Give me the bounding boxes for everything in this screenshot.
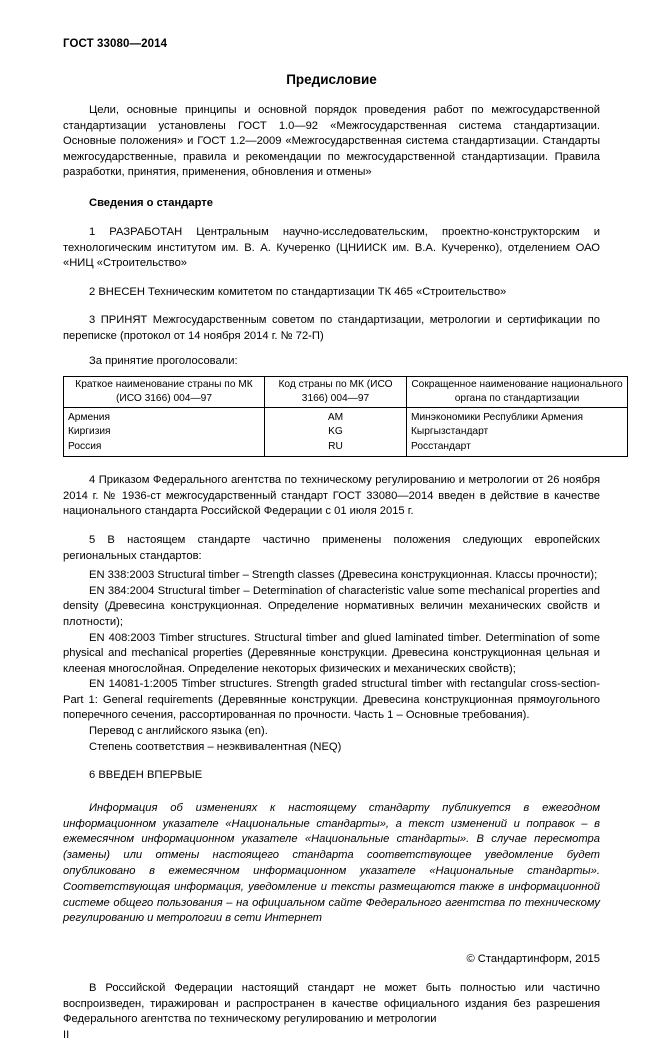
standard-code-header: ГОСТ 33080—2014	[63, 38, 168, 50]
en-standard-338: EN 338:2003 Structural timber – Strength classes (Древесина конструкционная. Классы прочности);	[89, 569, 598, 582]
info-section-heading: Сведения о стандарте	[89, 196, 213, 209]
conformity-degree: Степень соответствия – неэквивалентная (NEQ)	[89, 740, 342, 753]
cell-country: Армения	[64, 407, 265, 424]
amendment-notice-text: Информация об изменениях к настоящему стандарту публикуется в ежегодном информационном указателе «Национальные стандарты», а текст изменений и поправок – в ежемесячном информационном указателе «Национальные стандарты». В случае пересмотра (замены) или отмены настоящего стандарта соответствующее уведомление будет опубликовано в ежемесячном информационном указателе «Национальные стандарты». Соответствующая информация, уведомление и тексты размещаются также в информационной системе общего пользования – на официальном сайте Федерального агентства по техническому регулированию и метрологии в сети Интернет	[63, 801, 600, 925]
cell-country: Киргизия	[64, 424, 265, 438]
vote-intro-label: За принятие проголосовали:	[89, 354, 238, 367]
table-row	[64, 424, 628, 438]
table-header-code: Код страны по МК (ИСО 3166) 004—97	[265, 377, 407, 408]
reproduction-notice: В Российской Федерации настоящий стандарт не может быть полностью или частично воспроизведен, тиражирован и распространен в качестве официального издания без разрешения Федерального агентства по техническому регулированию и метрологии	[63, 982, 600, 1026]
info-item-1: 1 РАЗРАБОТАН Центральным научно-исследовательским, проектно-конструкторским и технологическим институтом им. В. А. Кучеренко (ЦНИИСК им. В.А. Кучеренко), отделением ОАО «НИЦ «Строительство»	[63, 225, 600, 270]
table-row	[64, 439, 628, 457]
en-standard-384: EN 384:2004 Structural timber – Determination of characteristic value some mechanical properties and density (Древесина конструкционная. Определение нормативных величин механических свойств и плотности);	[63, 584, 600, 628]
en-standard-408: EN 408:2003 Timber structures. Structural timber and glued laminated timber. Determination of some physical and mechanical properties (Деревянные конструкции. Древесина конструкционная цельная и клееная многослойная. Определение некоторых физических и механических свойств);	[63, 631, 600, 675]
cell-code: KG	[265, 424, 407, 438]
info-item-4: 4 Приказом Федерального агентства по техническому регулированию и метрологии от 26 ноября 2014 г. № 1936-ст межгосударственный стандарт ГОСТ 33080—2014 введен в действие в качестве национального стандарта Российской Федерации с 01 июля 2015 г.	[63, 474, 600, 518]
table-header-row	[64, 377, 628, 408]
table-row	[64, 407, 628, 424]
page-number: II	[63, 1029, 70, 1041]
info-item-5: 5 В настоящем стандарте частично применены положения следующих европейских региональных стандартов:	[63, 533, 600, 562]
table-header-country: Краткое наименование страны по МК (ИСО 3166) 004—97	[64, 377, 265, 408]
en-standard-14081: EN 14081-1:2005 Timber structures. Strength graded structural timber with rectangular cross-section-Part 1: General requirements (Деревянные конструкции. Древесина конструкционная прямоугольного поперечного сечения, рассортированная по прочности. Часть 1 – Основные требования).	[63, 678, 600, 722]
page-content	[63, 0, 623, 1041]
cell-code: AM	[265, 407, 407, 424]
intro-paragraph: Цели, основные принципы и основной порядок проведения работ по межгосударственной стандартизации установлены ГОСТ 1.0—92 «Межгосударственная система стандартизации. Основные положения» и ГОСТ 1.2—2009 «Межгосударственная система стандартизации. Стандарты межгосударственные, правила и рекомендации по межгосударственной стандартизации. Правила разработки, принятия, применения, обновления и отмены»	[63, 104, 600, 179]
info-item-6: 6 ВВЕДЕН ВПЕРВЫЕ	[89, 769, 203, 782]
info-item-2: 2 ВНЕСЕН Техническим комитетом по стандартизации ТК 465 «Строительство»	[89, 285, 507, 298]
table-header-body: Сокращенное наименование национального органа по стандартизации	[407, 377, 628, 408]
copyright-line: © Стандартинформ, 2015	[466, 953, 600, 966]
vote-table	[63, 376, 628, 457]
cell-code: RU	[265, 439, 407, 457]
cell-body: Росстандарт	[407, 439, 628, 457]
info-item-3: 3 ПРИНЯТ Межгосударственным советом по стандартизации, метрологии и сертификации по переписке (протокол от 14 ноября 2014 г. № 72-П)	[63, 314, 600, 342]
translation-note: Перевод с английского языка (en).	[89, 725, 268, 738]
cell-body: Минэкономики Республики Армения	[407, 407, 628, 424]
cell-country: Россия	[64, 439, 265, 457]
amendment-notice-block	[63, 801, 600, 927]
page-title: Предисловие	[286, 72, 377, 87]
cell-body: Кыргызстандарт	[407, 424, 628, 438]
